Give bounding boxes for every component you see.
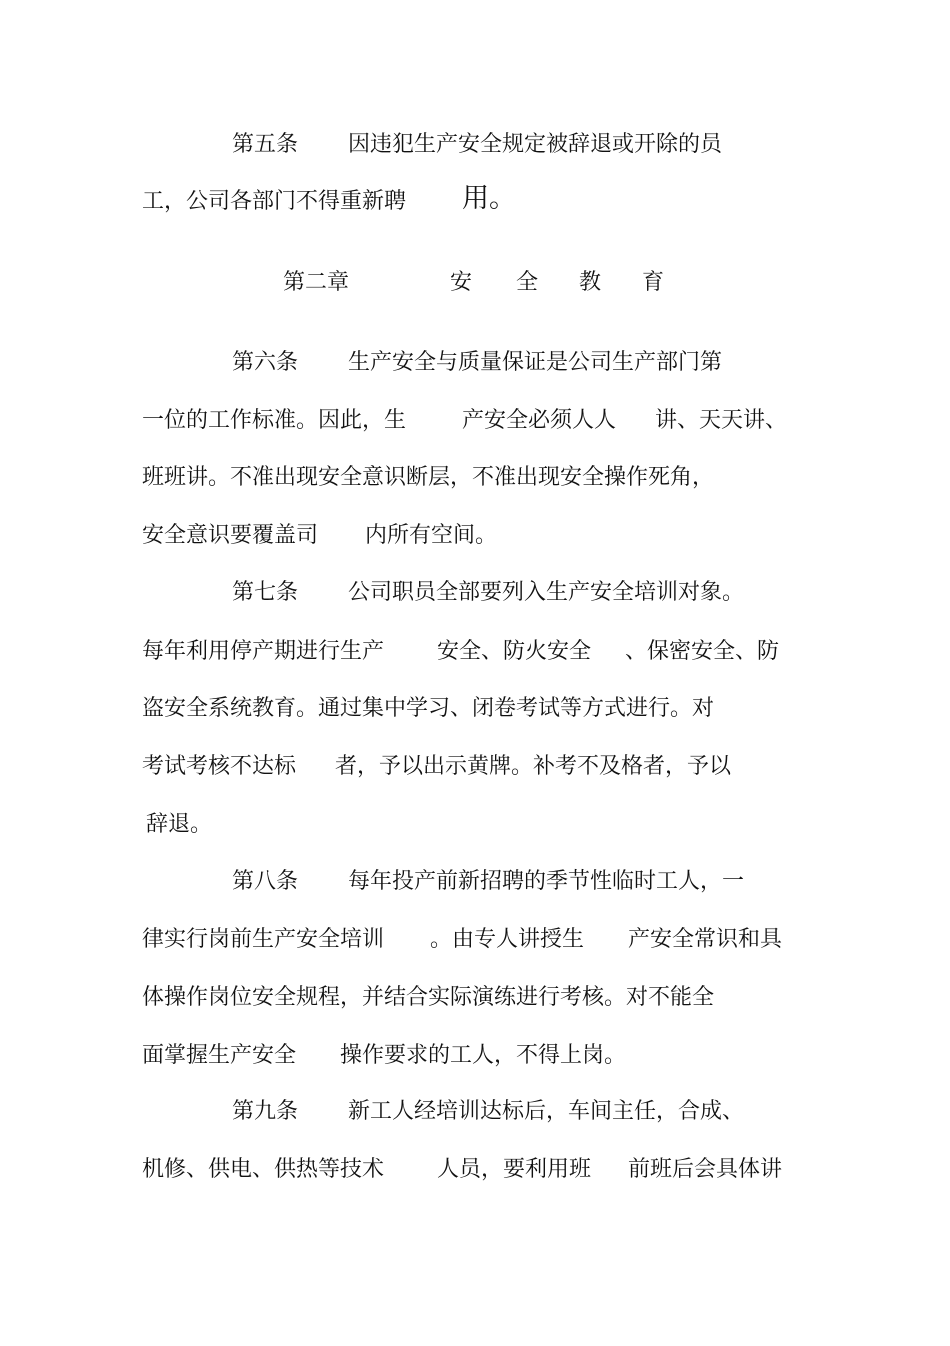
art7-line-2	[0, 637, 780, 667]
art6-line-2	[0, 406, 788, 436]
text-segment: 因违犯生产安全规定被辞退或开除的员	[348, 132, 723, 157]
article-9-label: 第九条	[232, 1099, 299, 1124]
art7-line-4	[0, 752, 732, 782]
chapter-2-heading	[0, 268, 665, 298]
text-segment: 工，公司各部门不得重新聘	[142, 189, 407, 214]
text-segment: 讲、天天讲、	[655, 408, 788, 433]
art7-line-1	[0, 578, 745, 608]
chapter-title-char: 安	[450, 270, 473, 295]
text-segment: 考试考核不达标	[142, 754, 297, 779]
art7-line-3	[0, 694, 715, 724]
text-segment: 每年投产前新招聘的季节性临时工人，一	[348, 869, 745, 894]
art5-line-2	[0, 183, 516, 217]
art7-line-5	[0, 810, 213, 840]
chapter-title-char: 育	[642, 270, 665, 295]
text-segment: 安全意识要覆盖司	[142, 523, 319, 548]
text-segment: 前班后会具体讲	[628, 1157, 783, 1182]
text-segment: 新工人经培训达标后，车间主任，合成、	[348, 1099, 745, 1124]
text-segment: 面掌握生产安全	[142, 1043, 297, 1068]
art6-line-4	[0, 521, 498, 551]
text-segment: 公司职员全部要列入生产安全培训对象。	[348, 580, 745, 605]
art8-line-1	[0, 867, 745, 897]
text-segment: 产安全必须人人	[462, 408, 617, 433]
text-segment: 内所有空间。	[365, 523, 498, 548]
text-segment: 生产安全与质量保证是公司生产部门第	[348, 350, 723, 375]
chapter-title-char: 全	[516, 270, 539, 295]
text-segment: 产安全常识和具	[628, 927, 783, 952]
text-segment: 盗安全系统教育。通过集中学习、闭卷考试等方式进行。对	[142, 696, 715, 721]
text-segment: 一位的工作标准。因此，生	[142, 408, 407, 433]
art6-line-1	[0, 348, 723, 378]
text-segment: 律实行岗前生产安全培训	[142, 927, 385, 952]
art8-line-3	[0, 983, 715, 1013]
text-segment: 、保密安全、防	[625, 639, 780, 664]
text-segment: 辞退。	[146, 812, 213, 837]
text-segment: 者，予以出示黄牌。补考不及格者，予以	[335, 754, 732, 779]
article-7-label: 第七条	[232, 580, 299, 605]
article-6-label: 第六条	[232, 350, 299, 375]
art9-line-1	[0, 1097, 745, 1127]
text-segment: 用。	[462, 183, 516, 214]
text-segment: 人员，要利用班	[437, 1157, 592, 1182]
text-segment: 班班讲。不准出现安全意识断层，不准出现安全操作死角，	[142, 465, 715, 490]
chapter-label: 第二章	[283, 270, 350, 295]
art9-line-2	[0, 1155, 783, 1185]
art6-line-3	[0, 463, 715, 493]
art8-line-2	[0, 925, 783, 955]
chapter-title-char: 教	[579, 270, 602, 295]
article-5-label: 第五条	[232, 132, 299, 157]
text-segment: 体操作岗位安全规程，并结合实际演练进行考核。对不能全	[142, 985, 715, 1010]
art8-line-4	[0, 1041, 627, 1071]
art5-line-1	[0, 130, 723, 160]
article-8-label: 第八条	[232, 869, 299, 894]
text-segment: 每年利用停产期进行生产	[142, 639, 385, 664]
text-segment: 操作要求的工人，不得上岗。	[340, 1043, 627, 1068]
text-segment: 机修、供电、供热等技术	[142, 1157, 385, 1182]
text-segment: 安全、防火安全	[437, 639, 592, 664]
text-segment: 。由专人讲授生	[430, 927, 585, 952]
